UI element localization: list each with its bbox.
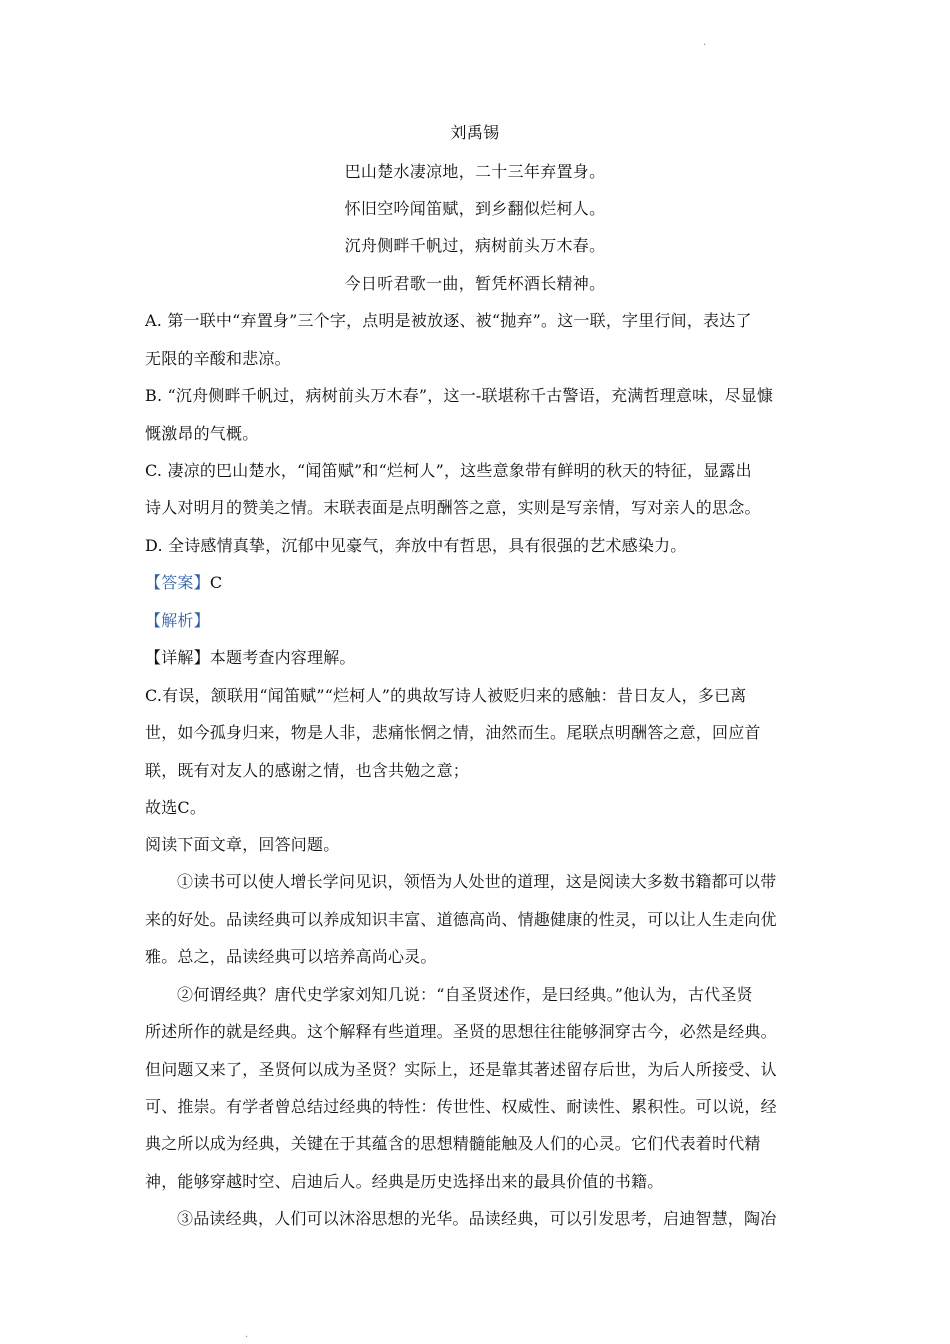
answer-value: C <box>209 573 223 592</box>
paragraph-2-line: 神，能够穿越时空、启迪后人。经典是历史选择出来的最具价值的书籍。 <box>145 1172 664 1191</box>
answer-tag: 【答案】 <box>145 573 210 592</box>
option-a-line: A. 第一联中“弃置身”三个字，点明是被放逐、被“抛弃”。这一联，字里行间，表达了 <box>145 311 752 330</box>
poem-author: 刘禹锡 <box>450 123 500 142</box>
analysis-line: 世，如今孤身归来，物是人非，悲痛怅惘之情，油然而生。尾联点明酬答之意，回应首 <box>145 723 761 742</box>
poem-line: 沉舟侧畔千帆过，病树前头万木春。 <box>344 236 606 255</box>
paragraph-1-line: 雅。总之，品读经典可以培养高尚心灵。 <box>145 947 437 966</box>
answer-line <box>145 573 222 593</box>
paragraph-2-line: 典之所以成为经典，关键在于其蕴含的思想精髓能触及人们的心灵。它们代表着时代精 <box>145 1134 761 1153</box>
option-c-line: 诗人对明月的赞美之情。末联表面是点明酬答之意，实则是写亲情，写对亲人的思念。 <box>145 498 761 517</box>
analysis-line: 联，既有对友人的感谢之情，也含共勉之意； <box>145 761 470 780</box>
analysis-tag-line <box>145 611 210 631</box>
paragraph-2-line: 可、推崇。有学者曾总结过经典的特性：传世性、权威性、耐读性、累积性。可以说，经 <box>145 1097 777 1116</box>
footer-mark: . <box>245 1329 249 1340</box>
option-c-line: C. 凄凉的巴山楚水，“闻笛赋”和“烂柯人”，这些意象带有鲜明的秋天的特征，显露出 <box>145 461 752 480</box>
analysis-line: C.有误，颔联用“闻笛赋”“烂柯人”的典故写诗人被贬归来的感触：昔日友人，多已离 <box>145 686 747 705</box>
paragraph-2-line: 但问题又来了，圣贤何以成为圣贤？实际上，还是靠其著述留存后世，为后人所接受、认 <box>145 1060 777 1079</box>
poem-line: 巴山楚水凄凉地，二十三年弃置身。 <box>344 162 606 181</box>
option-a-line: 无限的辛酸和悲凉。 <box>145 349 291 368</box>
poem-line: 怀旧空吟闻笛赋，到乡翻似烂柯人。 <box>344 199 606 218</box>
option-b-line: 慨激昂的气概。 <box>145 424 259 443</box>
analysis-tag: 【解析】 <box>145 611 210 630</box>
header-mark: . <box>703 37 707 48</box>
option-d-line: D. 全诗感情真挚，沉郁中见豪气，奔放中有哲思，具有很强的艺术感染力。 <box>145 536 687 555</box>
poem-line: 今日听君歌一曲，暂凭杯酒长精神。 <box>344 274 606 293</box>
paragraph-2-line: ②何谓经典？唐代史学家刘知几说：“自圣贤述作，是曰经典。”他认为，古代圣贤 <box>177 985 753 1004</box>
analysis-conclusion: 故选C。 <box>145 798 207 817</box>
paragraph-1-line: 来的好处。品读经典可以养成知识丰富、道德高尚、情趣健康的性灵，可以让人生走向优 <box>145 910 777 929</box>
paragraph-2-line: 所述所作的就是经典。这个解释有些道理。圣贤的思想往往能够洞穿古今，必然是经典。 <box>145 1022 777 1041</box>
reading-prompt: 阅读下面文章，回答问题。 <box>145 835 340 854</box>
analysis-detail: 【详解】本题考查内容理解。 <box>145 648 356 667</box>
paragraph-1-line: ①读书可以使人增长学问见识，领悟为人处世的道理，这是阅读大多数书籍都可以带 <box>177 872 777 891</box>
option-b-line: B. “沉舟侧畔千帆过，病树前头万木春”，这一-联堪称千古警语，充满哲理意味，尽显慷 <box>145 386 774 405</box>
paragraph-3-line: ③品读经典，人们可以沐浴思想的光华。品读经典，可以引发思考，启迪智慧，陶冶 <box>177 1209 777 1228</box>
